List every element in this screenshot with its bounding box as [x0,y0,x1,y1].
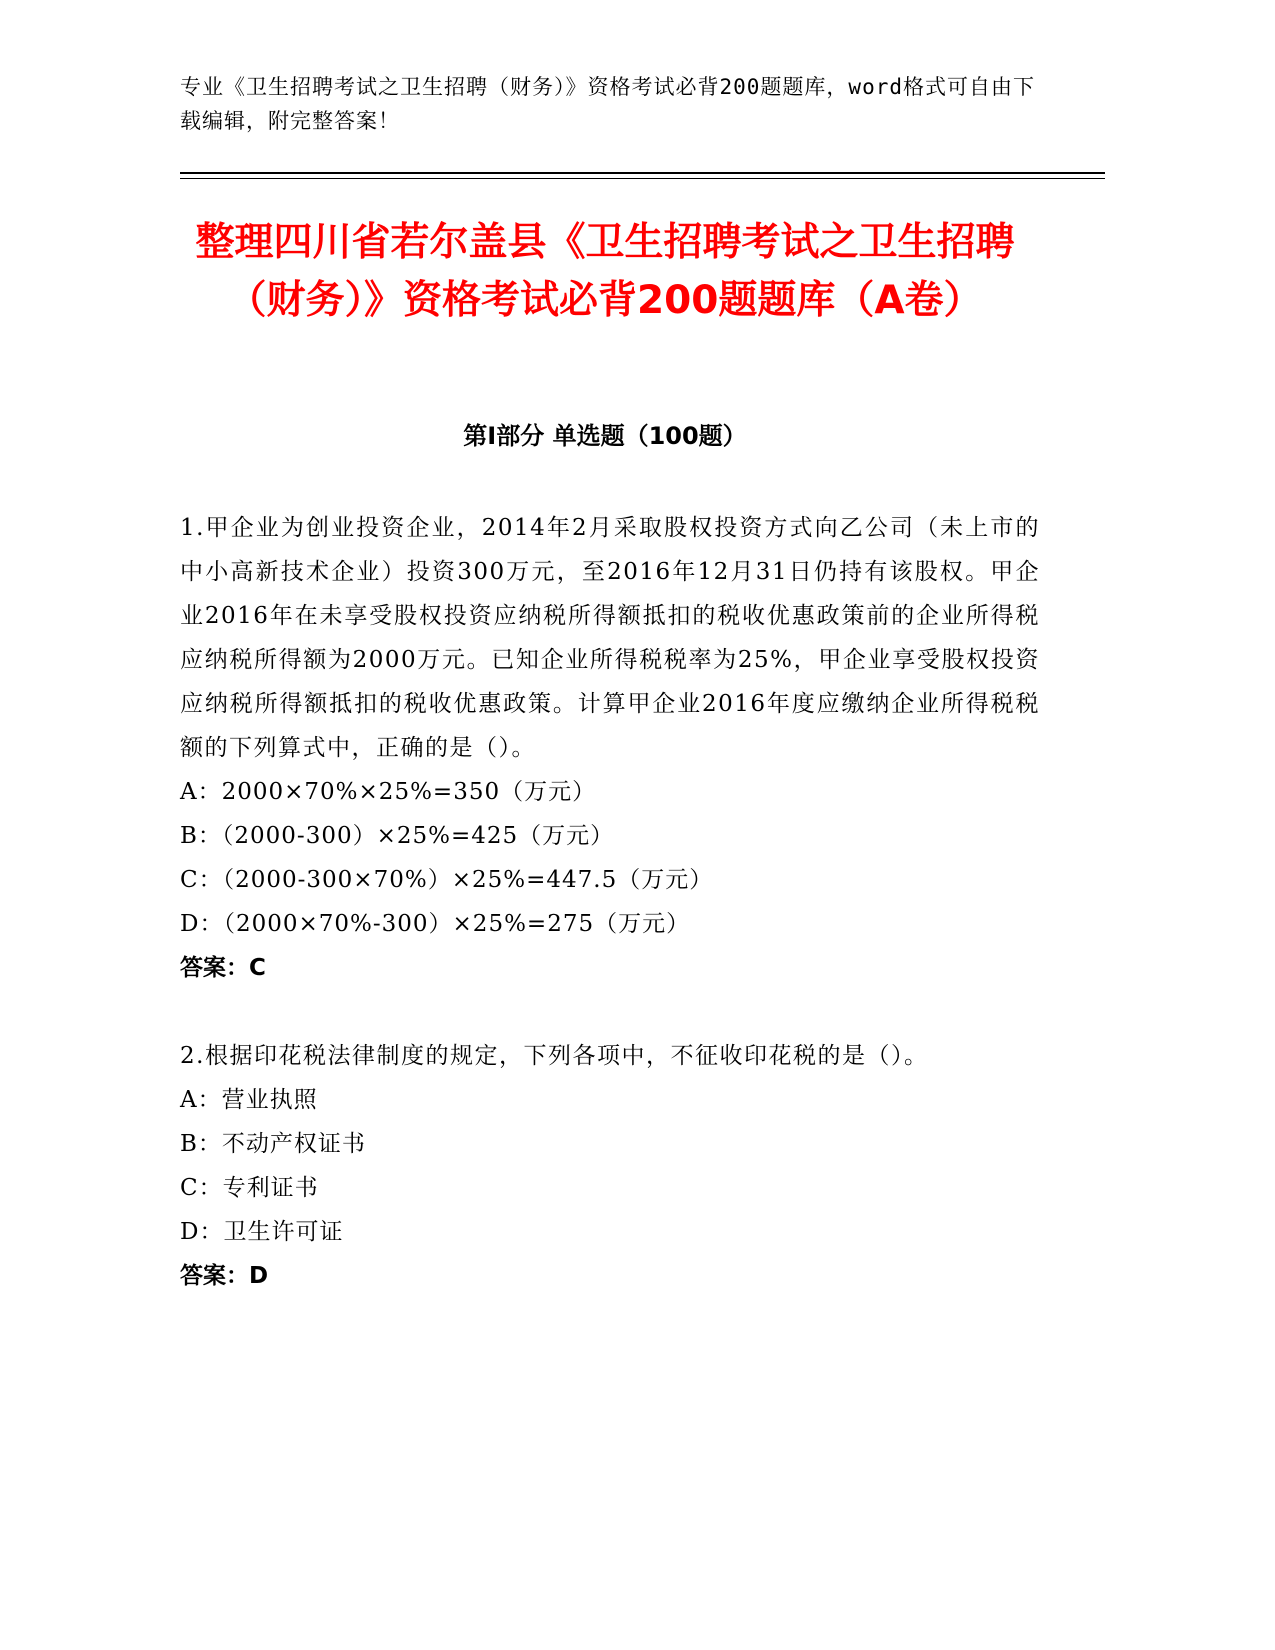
answer-line: 答案：D [180,1263,269,1289]
question-list [180,506,1040,1298]
option-d: D：（2000×70%-300）×25%=275（万元） [180,911,691,937]
option-c: C：（2000-300×70%）×25%=447.5（万元） [180,867,714,893]
header-note: 专业《卫生招聘考试之卫生招聘（财务）》资格考试必背200题题库，word格式可自由下载编辑，附完整答案！ [180,75,1035,133]
option-d: D：卫生许可证 [180,1219,344,1245]
document-title: 整理四川省若尔盖县《卫生招聘考试之卫生招聘（财务）》资格考试必背200题题库（A卷） [195,220,1015,323]
section-title: 第I部分 单选题（100题） [463,422,747,450]
option-b: B：不动产权证书 [180,1131,366,1157]
header-rule-thin [180,178,1105,179]
option-a: A：营业执照 [180,1087,318,1113]
answer-line: 答案：C [180,955,266,981]
question-item [180,1034,1040,1298]
question-text: 2.根据印花税法律制度的规定，下列各项中，不征收印花税的是（）。 [180,1043,929,1069]
option-c: C：专利证书 [180,1175,319,1201]
header-rule-thick [180,172,1105,174]
question-spacer [180,990,1040,1034]
question-text: 1.甲企业为创业投资企业，2014年2月采取股权投资方式向乙公司（未上市的中小高新技术企业）投资300万元，至2016年12月31日仍持有该股权。甲企业2016年在未享受股权投资应纳税所得额抵扣的税收优惠政策前的企业所得税应纳税所得额为2000万元。已知企业所得税税率为25%，甲企业享受股权投资应纳税所得额抵扣的税收优惠政策。计算甲企业2016年度应缴纳企业所得税税额的下列算式中，正确的是（）。 [180,515,1040,761]
option-a: A：2000×70%×25%=350（万元） [180,779,597,805]
question-item [180,506,1040,990]
option-b: B：（2000-300）×25%=425（万元） [180,823,615,849]
